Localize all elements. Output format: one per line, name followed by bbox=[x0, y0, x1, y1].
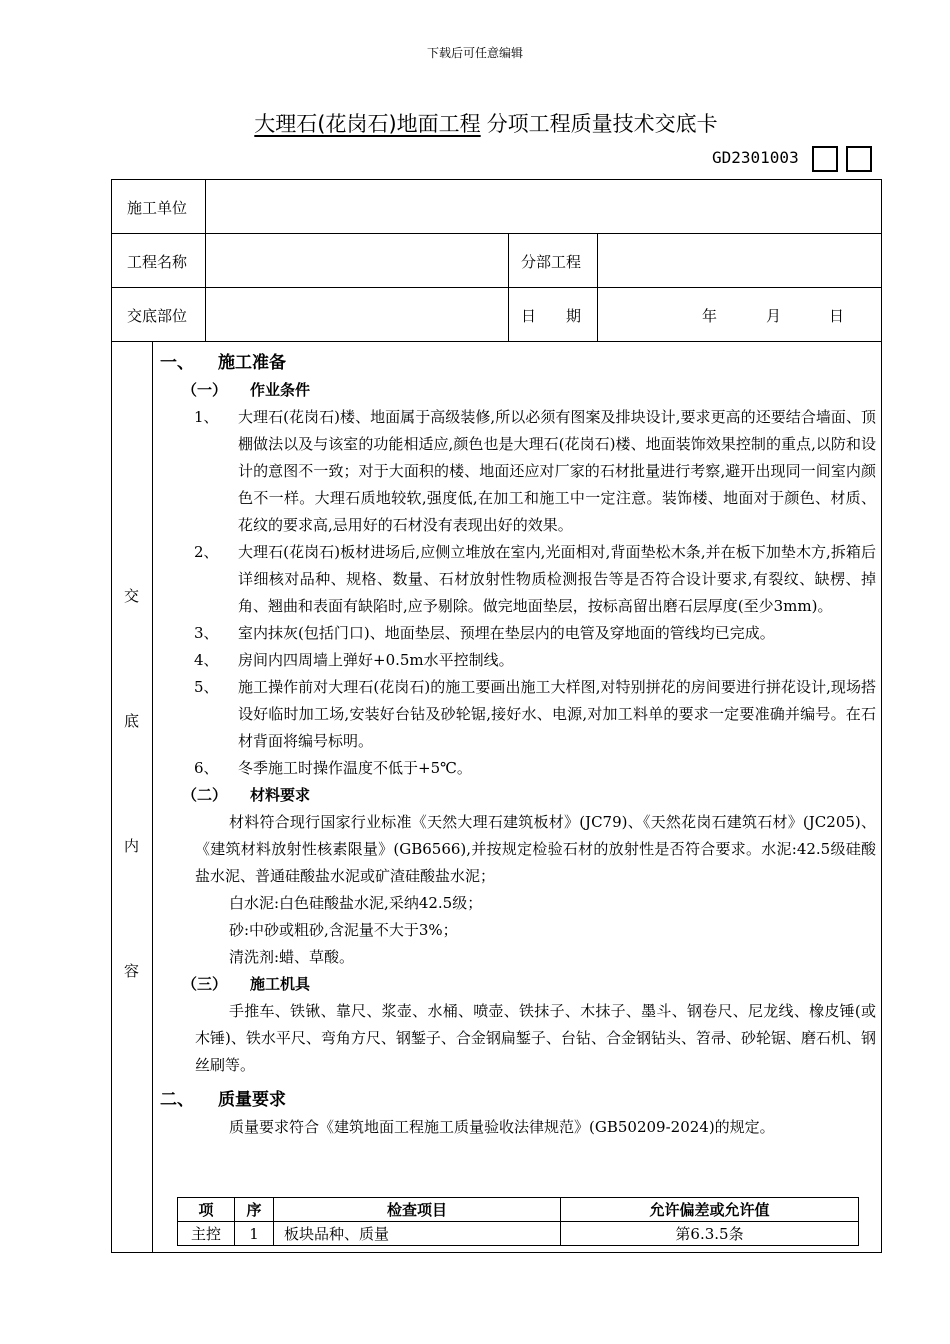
col-header: 允许偏差或允许值 bbox=[561, 1198, 859, 1222]
divider bbox=[597, 233, 598, 341]
date-day: 日 bbox=[829, 307, 845, 325]
side-char-1: 交 bbox=[124, 587, 140, 605]
title-card: 分项工程质量技术交底卡 bbox=[486, 112, 718, 136]
list-item: 1、 大理石(花岗石)楼、地面属于高级装修,所以必须有图案及排块设计,要求更高的还要结合墙面、顶棚做法以及与该室的功能相适应,颜色也是大理石(花岗石)楼、地面装饰效果控制的重点,以防和设计的意图不一致；对于大面积的楼、地面还应对厂家的石材批量进行考察,避开出现同一间室内颜色不一样。大理石质地较软,强度低,在加工和施工中一定注意。装饰楼、地面对于颜色、材质、花纹的要求高,忌用好的石材没有表现出好的效果。 bbox=[194, 408, 876, 534]
col-header: 序 bbox=[235, 1198, 274, 1222]
title-project: 大理石(花岗石)地面工程 bbox=[254, 112, 481, 136]
divider bbox=[111, 287, 882, 288]
section-heading: 一、 施工准备 bbox=[160, 353, 286, 373]
date-label: 日 期 bbox=[521, 307, 582, 325]
materials-paragraph: 材料符合现行国家行业标准《天然大理石建筑板材》(JC79)、《天然花岗石建筑石材》(JC205)、《建筑材料放射性核素限量》(GB6566),并按规定检验石材的放射性是否符合要求。水泥:42.5级硅酸盐水泥、普通硅酸盐水泥或矿渣硅酸盐水泥； bbox=[195, 813, 876, 885]
tools-paragraph: 手推车、铁锹、靠尺、浆壶、水桶、喷壶、铁抹子、木抹子、墨斗、钢卷尺、尼龙线、橡皮锤(或木锤)、铁水平尺、弯角方尺、钢錾子、合金钢扁錾子、台钻、合金钢钻头、笤帚、砂轮锯、磨石机、钢丝刷等。 bbox=[195, 1002, 876, 1074]
section-heading: 二、 质量要求 bbox=[160, 1090, 286, 1110]
project-label: 工程名称 bbox=[127, 253, 188, 271]
checkbox-1[interactable] bbox=[812, 146, 838, 172]
table-header-row bbox=[178, 1198, 859, 1222]
subsection-heading: （一） 作业条件 bbox=[182, 381, 311, 399]
table-row bbox=[178, 1222, 859, 1246]
divider bbox=[111, 233, 882, 234]
list-item: 4、 房间内四周墙上弹好+0.5m水平控制线。 bbox=[194, 651, 514, 669]
materials-line: 砂:中砂或粗砂,含泥量不大于3%； bbox=[229, 921, 458, 939]
page-title bbox=[0, 108, 950, 138]
table-cell: 第6.3.5条 bbox=[561, 1222, 859, 1246]
divider bbox=[111, 341, 882, 342]
materials-line: 白水泥:白色硅酸盐水泥,采纳42.5级； bbox=[229, 894, 483, 912]
materials-line: 清洗剂:蜡、草酸。 bbox=[229, 948, 355, 966]
divider bbox=[205, 179, 206, 341]
date-month: 月 bbox=[766, 307, 782, 325]
quality-intro: 质量要求符合《建筑地面工程施工质量验收法律规范》(GB50209-2024)的规定。 bbox=[229, 1118, 775, 1136]
subsection-heading: （三） 施工机具 bbox=[182, 975, 311, 993]
side-char-3: 内 bbox=[124, 837, 140, 855]
document-code: GD2301003 bbox=[712, 148, 799, 167]
quality-table bbox=[177, 1197, 859, 1246]
list-item: 3、 室内抹灰(包括门口)、地面垫层、预埋在垫层内的电管及穿地面的管线均已完成。 bbox=[194, 624, 775, 642]
checkbox-2[interactable] bbox=[846, 146, 872, 172]
subsection-heading: （二） 材料要求 bbox=[182, 786, 311, 804]
side-char-4: 容 bbox=[124, 962, 140, 980]
divider bbox=[152, 341, 153, 1253]
divider bbox=[508, 233, 509, 341]
date-year: 年 bbox=[702, 307, 718, 325]
col-header: 检查项目 bbox=[274, 1198, 561, 1222]
table-cell: 主控 bbox=[178, 1222, 235, 1246]
unit-label: 施工单位 bbox=[127, 199, 188, 217]
col-header: 项 bbox=[178, 1198, 235, 1222]
list-item: 5、 施工操作前对大理石(花岗石)的施工要画出施工大样图,对特别拼花的房间要进行拼花设计,现场搭设好临时加工场,安装好台钻及砂轮锯,接好水、电源,对加工料单的要求一定要准确并编号。在石材背面将编号标明。 bbox=[194, 678, 876, 750]
subdivision-label: 分部工程 bbox=[521, 253, 582, 271]
disclosure-content bbox=[160, 350, 876, 1141]
list-item: 2、 大理石(花岗石)板材进场后,应侧立堆放在室内,光面相对,背面垫松木条,并在板下加垫木方,拆箱后详细核对品种、规格、数量、石材放射性物质检测报告等是否符合设计要求,有裂纹、缺楞、掉角、翘曲和表面有缺陷时,应予剔除。做完地面垫层，按标高留出磨石层厚度(至少3mm)。 bbox=[194, 543, 876, 615]
part-label: 交底部位 bbox=[127, 307, 188, 325]
table-cell: 1 bbox=[235, 1222, 274, 1246]
watermark-text: 下载后可任意编辑 bbox=[426, 46, 523, 60]
list-item: 6、 冬季施工时操作温度不低于+5℃。 bbox=[194, 759, 472, 777]
table-cell: 板块品种、质量 bbox=[274, 1222, 561, 1246]
side-char-2: 底 bbox=[124, 712, 140, 730]
